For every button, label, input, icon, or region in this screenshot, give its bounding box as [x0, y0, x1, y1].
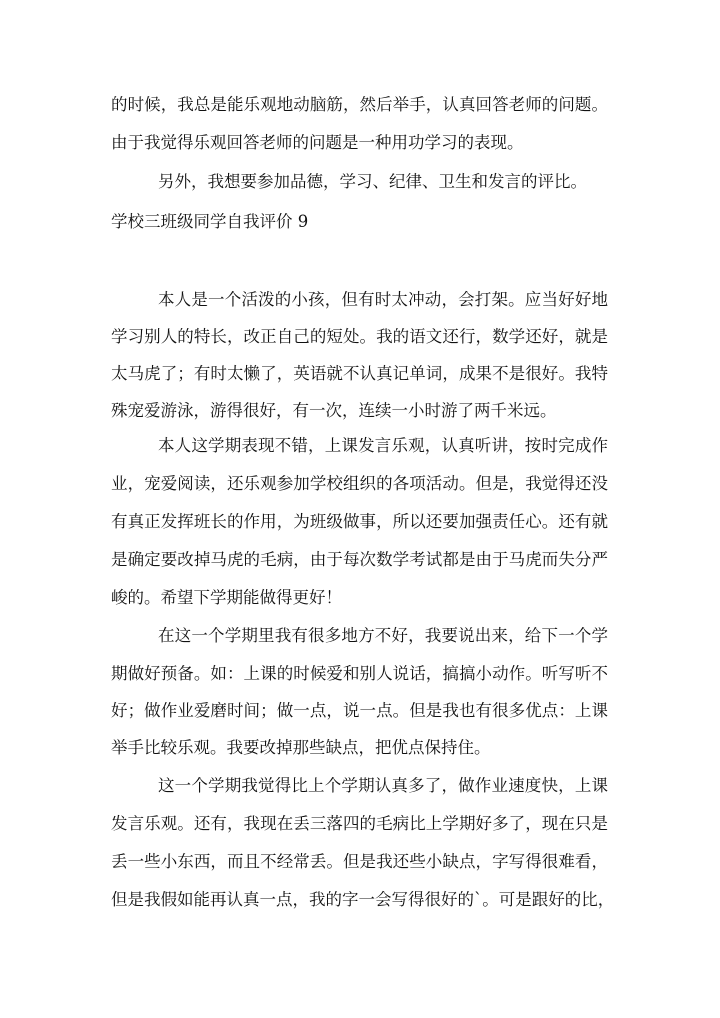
text-line: 但是我假如能再认真一点，我的字一会写得很好的`。可是跟好的比，: [111, 890, 615, 909]
text-line: 有真正发挥班长的作用，为班级做事，所以还要加强责任心。还有就: [111, 512, 608, 531]
text-line: 峻的。希望下学期能做得更好！: [111, 588, 342, 607]
text-line: 本人这学期表现不错，上课发言乐观，认真听讲，按时完成作: [158, 436, 608, 455]
section-title: 学校三班级同学自我评价 9: [111, 212, 309, 231]
text-line: 是确定要改掉马虎的毛病，由于每次数学考试都是由于马虎而失分严: [111, 550, 608, 569]
text-line: 学习别人的特长，改正自己的短处。我的语文还行，数学还好，就是: [111, 327, 608, 346]
text-line: 丢一些小东西，而且不经常丢。但是我还些小缺点，字写得很难看，: [111, 852, 608, 871]
text-line: 的时候，我总是能乐观地动脑筋，然后举手，认真回答老师的问题。: [111, 95, 608, 114]
text-line: 这一个学期我觉得比上个学期认真多了，做作业速度快，上课: [158, 776, 608, 795]
text-line: 业，宠爱阅读，还乐观参加学校组织的各项活动。但是，我觉得还没: [111, 474, 608, 493]
text-line: 举手比较乐观。我要改掉那些缺点，把优点保持住。: [111, 738, 491, 757]
text-line: 太马虎了；有时太懒了，英语就不认真记单词，成果不是很好。我特: [111, 364, 608, 383]
text-line: 好；做作业爱磨时间；做一点，说一点。但是我也有很多优点：上课: [111, 701, 608, 720]
text-line: 发言乐观。还有，我现在丢三落四的毛病比上学期好多了，现在只是: [111, 814, 608, 833]
text-line: 由于我觉得乐观回答老师的问题是一种用功学习的表现。: [111, 133, 524, 152]
text-line: 在这一个学期里我有很多地方不好，我要说出来，给下一个学: [158, 626, 608, 645]
text-line: 另外，我想要参加品德，学习、纪律、卫生和发言的评比。: [158, 172, 587, 191]
text-line: 期做好预备。如：上课的时候爱和别人说话，搞搞小动作。听写听不: [111, 664, 608, 683]
text-line: 本人是一个活泼的小孩，但有时太冲动，会打架。应当好好地: [158, 290, 608, 309]
text-line: 殊宠爱游泳，游得很好，有一次，连续一小时游了两千米远。: [111, 401, 557, 420]
